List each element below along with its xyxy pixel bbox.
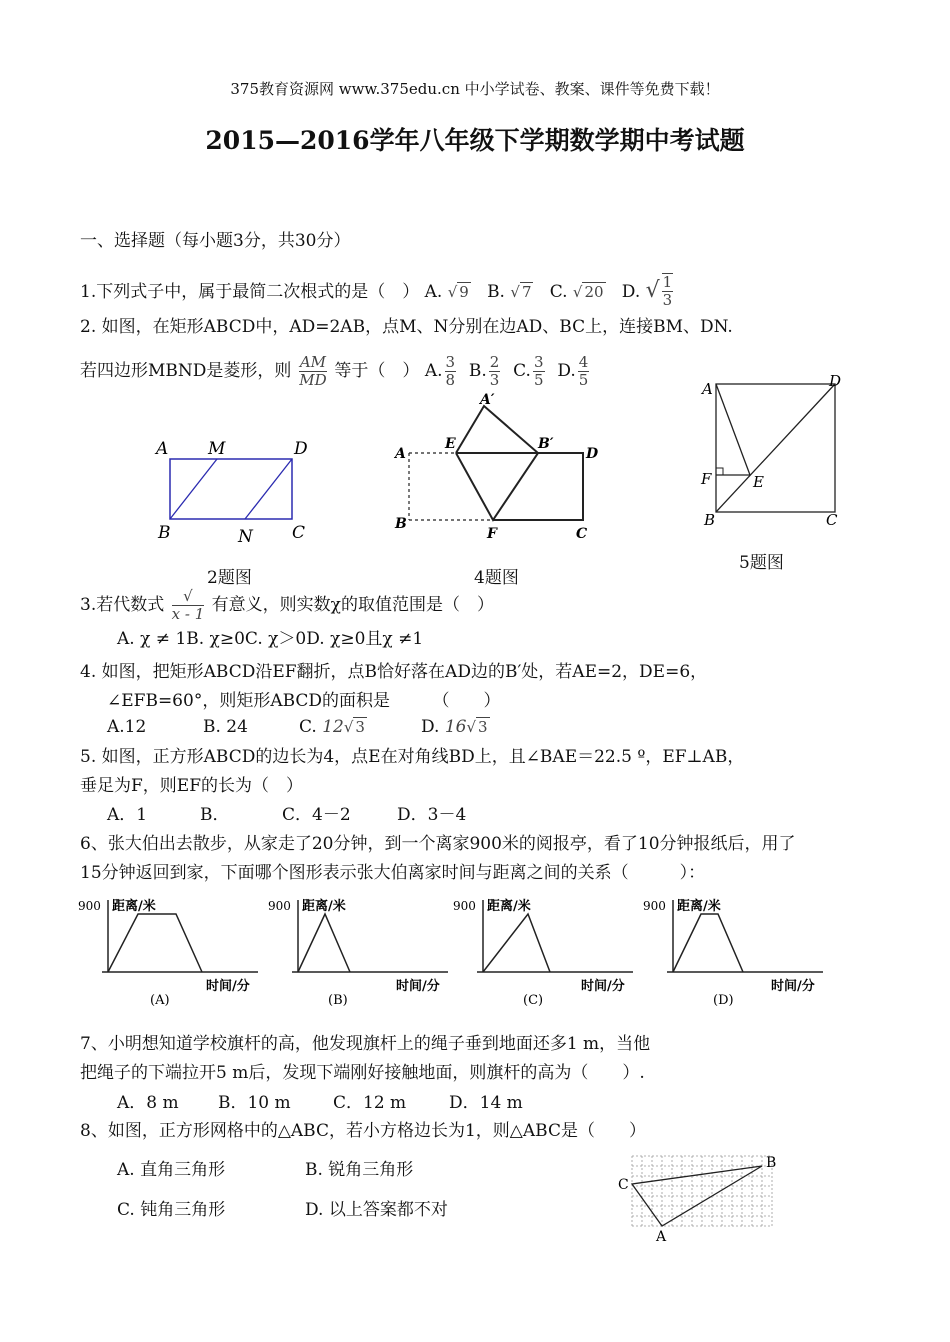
q5-option-b: B．: [200, 805, 230, 825]
svg-text:900: 900: [268, 899, 291, 913]
q8-option-c: C. 钝角三角形: [117, 1200, 226, 1220]
svg-text:900: 900: [453, 899, 476, 913]
q7-line2: 把绳子的下端拉开5 m后，发现下端刚好接触地面，则旗杆的高为（ ）.: [80, 1063, 645, 1083]
svg-text:(D): (D): [713, 993, 734, 1008]
svg-text:A′: A′: [480, 392, 495, 408]
svg-text:C: C: [618, 1177, 629, 1193]
q7-line1: 7、小明想知道学校旗杆的高，他发现旗杆上的绳子垂到地面还多1 m，当他: [80, 1034, 651, 1054]
q6-graphs: [78, 892, 868, 1017]
q7-option-d: D．14 m: [449, 1093, 523, 1113]
q6-line1: 6、张大伯出去散步，从家走了20分钟，到一个离家900米的阅报亭，看了10分钟报纸后，用了: [80, 834, 796, 854]
label-n: N: [238, 527, 253, 547]
q4-line1: 4. 如图，把矩形ABCD沿EF翻折，点B恰好落在AD边的B′处，若AE=2，DE=6，: [80, 662, 708, 682]
svg-text:900: 900: [78, 899, 101, 913]
svg-text:(C): (C): [523, 993, 544, 1008]
graph-d: [643, 898, 823, 1008]
figure-4-caption: 4题图: [474, 568, 519, 588]
svg-text:时间/分: 时间/分: [771, 979, 815, 994]
figure-5-caption: 5题图: [739, 553, 784, 573]
svg-text:D: D: [586, 446, 599, 462]
q2-ratio-fraction: $\frac{AM}{MD}$: [299, 353, 327, 389]
svg-text:距离/米: 距离/米: [487, 899, 531, 914]
page-title: 2015—2016学年八年级下学期数学期中考试题: [205, 126, 745, 155]
q1-a-sqrt: √ 9: [447, 283, 469, 301]
svg-text:D: D: [829, 372, 842, 390]
q1-stem: 1.下列式子中，属于最简二次根式的是（ ）: [80, 282, 420, 302]
figure-4-fold: [390, 392, 605, 547]
q4-line2: ∠EFB=60°，则矩形ABCD的面积是 （ ）: [107, 691, 501, 711]
q1-option-b: B.: [487, 282, 505, 302]
segment-bm: [170, 459, 217, 519]
q4-option-c: C. 12√ 3: [299, 717, 365, 737]
svg-text:时间/分: 时间/分: [581, 979, 625, 994]
q8-option-a: A. 直角三角形: [117, 1160, 226, 1180]
svg-text:900: 900: [643, 899, 666, 913]
svg-text:距离/米: 距离/米: [112, 899, 156, 914]
svg-text:E: E: [445, 436, 456, 452]
q5-option-d: D．3－4: [397, 805, 467, 825]
q2-line2: 若四边形MBND是菱形，则 $\frac{AM}{MD}$ 等于（ ） A. $\frac{3}{8}$ B. $\frac{2}{3}$ C. $\frac{3}{5}$ D. $\frac{4}{5}$: [80, 353, 589, 389]
q2-line1: 2. 如图，在矩形ABCD中，AD=2AB，点M、N分别在边AD、BC上，连接BM、DN.: [80, 317, 733, 337]
svg-text:A: A: [395, 446, 406, 462]
svg-text:时间/分: 时间/分: [396, 979, 440, 994]
q1-option-d: D.: [621, 282, 641, 302]
svg-text:B: B: [395, 516, 407, 532]
svg-text:F: F: [701, 470, 712, 488]
q1-d-sqrt: √ $\frac{1}{3}$: [645, 273, 673, 309]
q4-option-b: B. 24: [203, 717, 248, 737]
graph-b: [268, 898, 448, 1008]
figure-2-caption: 2题图: [207, 568, 252, 588]
q6-line2: 15分钟返回到家，下面哪个图形表示张大伯离家时间与距离之间的关系（ ）：: [80, 863, 706, 883]
label-m: M: [208, 439, 226, 459]
label-a: A: [156, 439, 169, 459]
page-header: 375教育资源网 www.375edu.cn 中小学试卷、教案、课件等免费下载！: [230, 80, 720, 98]
svg-text:B: B: [704, 511, 716, 529]
svg-text:(B): (B): [328, 993, 348, 1008]
rect-abcd: [170, 459, 292, 519]
q5-option-c: C．4－2: [282, 805, 351, 825]
q1-c-sqrt: √ 20: [572, 283, 604, 301]
q1-b-sqrt: √ 7: [510, 283, 532, 301]
svg-text:C: C: [576, 526, 588, 542]
svg-text:B: B: [766, 1155, 777, 1171]
q8-option-d: D. 以上答案都不对: [305, 1200, 448, 1220]
svg-text:距离/米: 距离/米: [677, 899, 721, 914]
svg-text:(A): (A): [150, 993, 170, 1008]
svg-text:C: C: [826, 511, 838, 529]
svg-text:时间/分: 时间/分: [206, 979, 250, 994]
figure-5-square: [698, 372, 848, 532]
label-b: B: [158, 523, 171, 543]
q7-option-c: C．12 m: [333, 1093, 407, 1113]
segment-dn: [245, 459, 292, 519]
question-1: [80, 273, 675, 309]
label-d: D: [294, 439, 308, 459]
q8-option-b: B. 锐角三角形: [305, 1160, 414, 1180]
svg-text:E: E: [753, 473, 764, 491]
q7-option-b: B．10 m: [218, 1093, 291, 1113]
q7-option-a: A．8 m: [117, 1093, 179, 1113]
q8-line1: 8、如图，正方形网格中的△ABC，若小方格边长为1，则△ABC是（ ）: [80, 1121, 646, 1141]
svg-text:距离/米: 距离/米: [302, 899, 346, 914]
q4-option-a: A.12: [107, 717, 147, 737]
q5-line1: 5. 如图，正方形ABCD的边长为4，点E在对角线BD上，且∠BAE＝22.5 º，EF⊥AB，: [80, 747, 745, 767]
label-c: C: [292, 523, 306, 543]
graph-a: [78, 898, 258, 1008]
q3-options: A. χ ≠ 1B. χ≥0C. χ＞0D. χ≥0且χ ≠1: [117, 629, 424, 649]
svg-text:B′: B′: [538, 436, 554, 452]
q8-grid-triangle: [612, 1150, 792, 1242]
q1-option-c: C.: [549, 282, 568, 302]
svg-text:F: F: [487, 526, 497, 542]
q5-line2: 垂足为F，则EF的长为（ ）: [80, 776, 303, 796]
question-3: 3.若代数式 $\frac{√}{x - 1}$ 有意义，则实数χ的取值范围是（ ）: [80, 587, 494, 623]
graph-c: [453, 898, 633, 1008]
q5-option-a: A．1: [107, 805, 148, 825]
section-heading: 一、选择题（每小题3分，共30分）: [80, 231, 351, 251]
svg-text:A: A: [702, 380, 713, 398]
figure-2-rectangle: [150, 430, 320, 550]
q4-option-d: D. 16√ 3: [421, 717, 488, 737]
q1-option-a: A.: [424, 282, 443, 302]
svg-text:A: A: [656, 1229, 667, 1242]
